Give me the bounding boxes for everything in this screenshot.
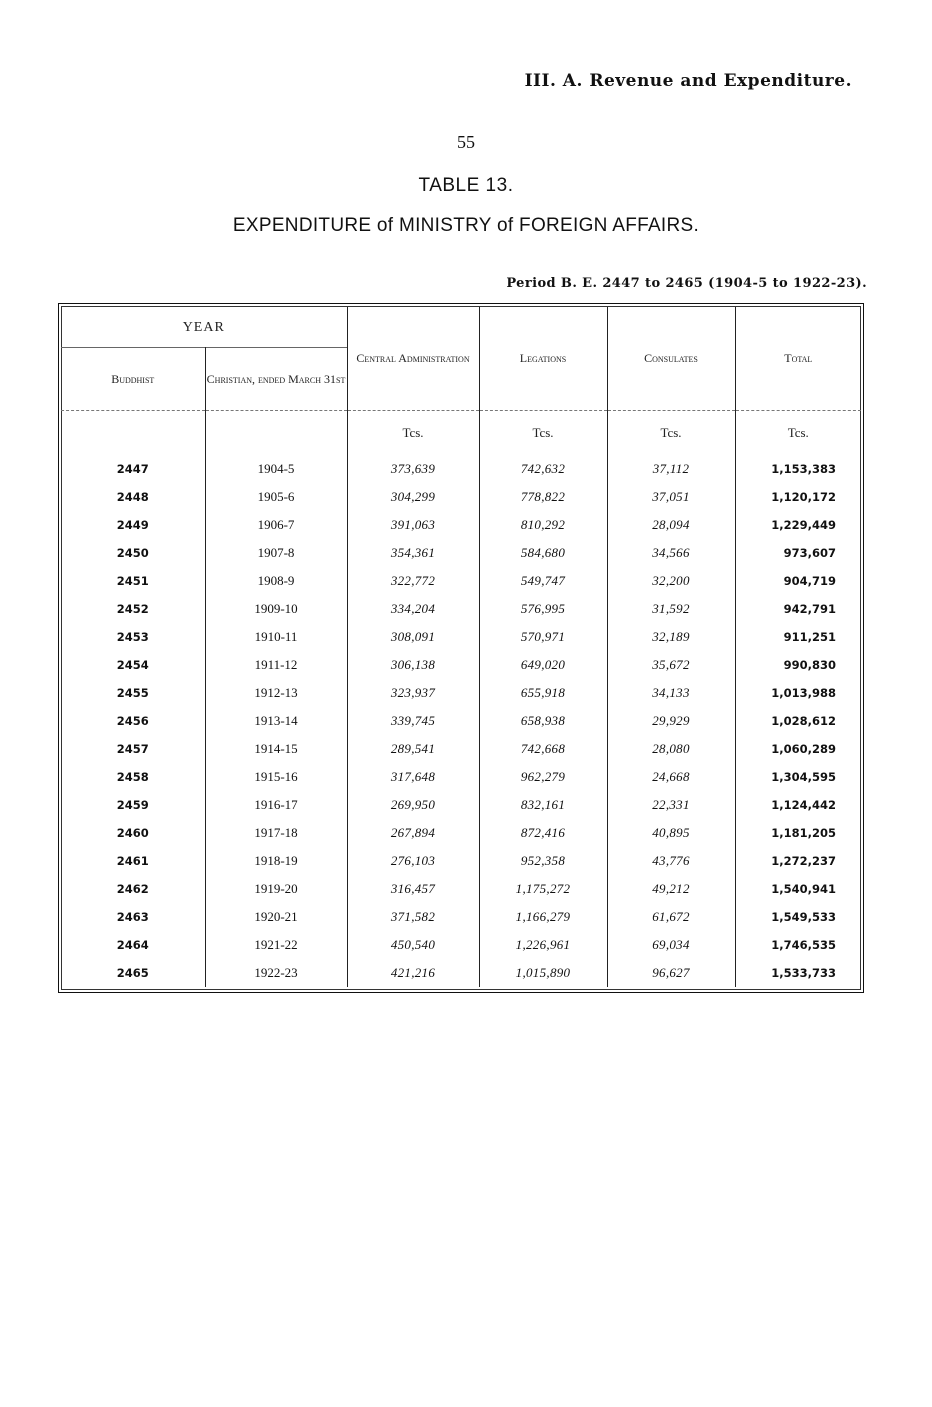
legations-cell: 1,166,279 <box>479 903 607 931</box>
christian-year-cell: 1904-5 <box>205 455 347 483</box>
legations-cell: 810,292 <box>479 511 607 539</box>
table-row <box>61 483 861 511</box>
christian-year-cell: 1914-15 <box>205 735 347 763</box>
total-cell: 904,719 <box>783 574 836 588</box>
central-administration-cell: 269,950 <box>347 791 479 819</box>
consulates-cell: 37,112 <box>607 455 735 483</box>
total-cell: 1,540,941 <box>771 882 836 896</box>
buddhist-year-cell: 2456 <box>61 707 205 735</box>
total-cell: 1,060,289 <box>771 742 836 756</box>
buddhist-header: Buddhist <box>61 348 205 411</box>
christian-year-cell: 1905-6 <box>205 483 347 511</box>
central-administration-cell: 323,937 <box>347 679 479 707</box>
table-row <box>61 903 861 931</box>
consulates-cell: 96,627 <box>607 959 735 987</box>
consulates-cell: 24,668 <box>607 763 735 791</box>
legations-cell: 655,918 <box>479 679 607 707</box>
consulates-cell: 28,094 <box>607 511 735 539</box>
buddhist-year-cell: 2459 <box>61 791 205 819</box>
buddhist-year-cell: 2462 <box>61 875 205 903</box>
table-row <box>61 931 861 959</box>
christian-year-cell: 1913-14 <box>205 707 347 735</box>
table-row <box>61 567 861 595</box>
christian-year-cell: 1910-11 <box>205 623 347 651</box>
central-administration-cell: 267,894 <box>347 819 479 847</box>
consulates-cell: 34,133 <box>607 679 735 707</box>
legations-cell: 584,680 <box>479 539 607 567</box>
table-row <box>61 623 861 651</box>
legations-cell: 778,822 <box>479 483 607 511</box>
central-administration-cell: 322,772 <box>347 567 479 595</box>
table-row <box>61 707 861 735</box>
table-row <box>61 651 861 679</box>
unit-total: Tcs. <box>735 411 861 456</box>
unit-cell-christian <box>205 411 347 456</box>
legations-cell: 742,632 <box>479 455 607 483</box>
unit-legations: Tcs. <box>479 411 607 456</box>
christian-header: Christian, ended March 31st <box>205 348 347 411</box>
christian-year-cell: 1917-18 <box>205 819 347 847</box>
christian-year-cell: 1922-23 <box>205 959 347 987</box>
central-administration-header: Central Administration <box>347 307 479 411</box>
christian-year-cell: 1912-13 <box>205 679 347 707</box>
table-row <box>61 455 861 483</box>
buddhist-year-cell: 2460 <box>61 819 205 847</box>
legations-cell: 832,161 <box>479 791 607 819</box>
buddhist-year-cell: 2449 <box>61 511 205 539</box>
table-row <box>61 511 861 539</box>
consulates-cell: 29,929 <box>607 707 735 735</box>
christian-year-cell: 1920-21 <box>205 903 347 931</box>
legations-cell: 570,971 <box>479 623 607 651</box>
consulates-cell: 31,592 <box>607 595 735 623</box>
unit-cell-buddhist <box>61 411 205 456</box>
legations-cell: 742,668 <box>479 735 607 763</box>
christian-year-cell: 1921-22 <box>205 931 347 959</box>
central-administration-cell: 373,639 <box>347 455 479 483</box>
christian-year-cell: 1916-17 <box>205 791 347 819</box>
central-administration-cell: 316,457 <box>347 875 479 903</box>
legations-cell: 658,938 <box>479 707 607 735</box>
table-row <box>61 679 861 707</box>
christian-year-cell: 1911-12 <box>205 651 347 679</box>
christian-year-cell: 1908-9 <box>205 567 347 595</box>
table-row <box>61 791 861 819</box>
buddhist-year-cell: 2465 <box>61 959 205 987</box>
christian-year-cell: 1919-20 <box>205 875 347 903</box>
total-cell: 1,181,205 <box>771 826 836 840</box>
table-row <box>61 959 861 987</box>
buddhist-year-cell: 2450 <box>61 539 205 567</box>
legations-cell: 549,747 <box>479 567 607 595</box>
central-administration-cell: 308,091 <box>347 623 479 651</box>
buddhist-year-cell: 2447 <box>61 455 205 483</box>
consulates-header: Consulates <box>607 307 735 411</box>
consulates-cell: 69,034 <box>607 931 735 959</box>
total-cell: 1,304,595 <box>771 770 836 784</box>
central-administration-cell: 289,541 <box>347 735 479 763</box>
table-row <box>61 539 861 567</box>
central-administration-cell: 317,648 <box>347 763 479 791</box>
page-number: 55 <box>457 132 475 152</box>
table-row <box>61 819 861 847</box>
total-cell: 990,830 <box>783 658 836 672</box>
central-administration-cell: 450,540 <box>347 931 479 959</box>
legations-header: Legations <box>479 307 607 411</box>
legations-cell: 1,226,961 <box>479 931 607 959</box>
consulates-cell: 32,200 <box>607 567 735 595</box>
consulates-cell: 43,776 <box>607 847 735 875</box>
buddhist-year-cell: 2464 <box>61 931 205 959</box>
consulates-cell: 22,331 <box>607 791 735 819</box>
total-cell: 1,746,535 <box>771 938 836 952</box>
legations-cell: 649,020 <box>479 651 607 679</box>
expenditure-table <box>61 307 861 987</box>
buddhist-year-cell: 2448 <box>61 483 205 511</box>
buddhist-year-cell: 2457 <box>61 735 205 763</box>
consulates-cell: 40,895 <box>607 819 735 847</box>
total-cell: 1,272,237 <box>771 854 836 868</box>
total-cell: 1,120,172 <box>771 490 836 504</box>
christian-year-cell: 1906-7 <box>205 511 347 539</box>
buddhist-year-cell: 2451 <box>61 567 205 595</box>
total-cell: 1,533,733 <box>771 966 836 980</box>
table-row <box>61 763 861 791</box>
total-cell: 1,549,533 <box>771 910 836 924</box>
christian-year-cell: 1909-10 <box>205 595 347 623</box>
christian-year-cell: 1907-8 <box>205 539 347 567</box>
buddhist-year-cell: 2453 <box>61 623 205 651</box>
consulates-cell: 32,189 <box>607 623 735 651</box>
consulates-cell: 35,672 <box>607 651 735 679</box>
legations-cell: 576,995 <box>479 595 607 623</box>
central-administration-cell: 371,582 <box>347 903 479 931</box>
christian-year-cell: 1918-19 <box>205 847 347 875</box>
total-cell: 1,124,442 <box>771 798 836 812</box>
running-head: III. A. Revenue and Expenditure. <box>524 71 852 91</box>
table-row <box>61 875 861 903</box>
central-administration-cell: 421,216 <box>347 959 479 987</box>
buddhist-year-cell: 2452 <box>61 595 205 623</box>
buddhist-year-cell: 2454 <box>61 651 205 679</box>
table-title: EXPENDITURE of MINISTRY of FOREIGN AFFAIRS. <box>232 215 700 236</box>
total-cell: 1,028,612 <box>771 714 836 728</box>
table-row <box>61 595 861 623</box>
buddhist-year-cell: 2455 <box>61 679 205 707</box>
legations-cell: 1,015,890 <box>479 959 607 987</box>
unit-central: Tcs. <box>347 411 479 456</box>
table-row <box>61 735 861 763</box>
legations-cell: 962,279 <box>479 763 607 791</box>
table-number: TABLE 13. <box>418 175 514 196</box>
buddhist-year-cell: 2463 <box>61 903 205 931</box>
year-header: YEAR <box>61 307 347 348</box>
total-cell: 911,251 <box>783 630 836 644</box>
total-cell: 1,013,988 <box>771 686 836 700</box>
unit-consulates: Tcs. <box>607 411 735 456</box>
consulates-cell: 49,212 <box>607 875 735 903</box>
total-cell: 942,791 <box>783 602 836 616</box>
central-administration-cell: 334,204 <box>347 595 479 623</box>
total-header: Total <box>784 351 813 365</box>
central-administration-cell: 304,299 <box>347 483 479 511</box>
central-administration-cell: 354,361 <box>347 539 479 567</box>
legations-cell: 952,358 <box>479 847 607 875</box>
central-administration-cell: 276,103 <box>347 847 479 875</box>
central-administration-cell: 339,745 <box>347 707 479 735</box>
buddhist-year-cell: 2461 <box>61 847 205 875</box>
period-caption: Period B. E. 2447 to 2465 (1904-5 to 1922-23). <box>506 276 867 291</box>
buddhist-year-cell: 2458 <box>61 763 205 791</box>
total-cell: 1,229,449 <box>771 518 836 532</box>
consulates-cell: 28,080 <box>607 735 735 763</box>
legations-cell: 872,416 <box>479 819 607 847</box>
consulates-cell: 37,051 <box>607 483 735 511</box>
units-row <box>61 411 861 456</box>
central-administration-cell: 391,063 <box>347 511 479 539</box>
consulates-cell: 61,672 <box>607 903 735 931</box>
total-cell: 973,607 <box>783 546 836 560</box>
total-cell: 1,153,383 <box>771 462 836 476</box>
central-administration-cell: 306,138 <box>347 651 479 679</box>
christian-year-cell: 1915-16 <box>205 763 347 791</box>
legations-cell: 1,175,272 <box>479 875 607 903</box>
consulates-cell: 34,566 <box>607 539 735 567</box>
table-row <box>61 847 861 875</box>
